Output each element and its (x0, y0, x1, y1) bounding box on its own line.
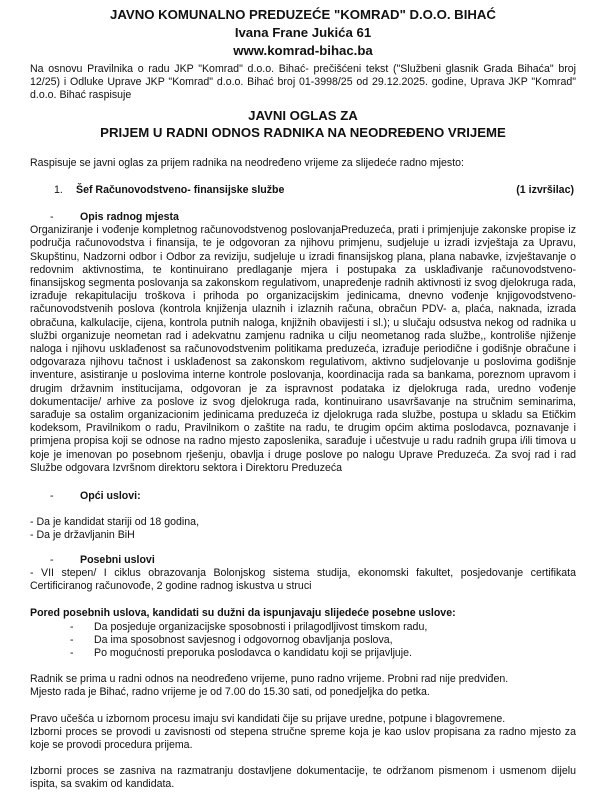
item-dash: - (70, 633, 74, 646)
general-conditions-list (30, 516, 576, 542)
employment-line-2: Mjesto rada je Bihać, radno vrijeme je od 7.00 do 15.30 sati, od ponedjeljka do petka. (30, 686, 430, 699)
list-item: - Da je kandidat stariji od 18 godina, (30, 516, 200, 529)
additional-conditions-heading: Pored posebnih uslova, kandidati su dužni da ispunjavaju slijedeće posebne uslove: (30, 607, 456, 620)
item-dash: - (70, 620, 74, 633)
item-dash: - (70, 646, 74, 659)
list-item: - Da je državljanin BiH (30, 529, 135, 542)
general-conditions-heading (30, 490, 576, 503)
position-name: Šef Računovodstveno- finansijske službe (76, 183, 285, 196)
special-conditions-heading (30, 554, 576, 567)
position-count: (1 izvršilac) (516, 183, 574, 196)
document-title (30, 107, 576, 141)
participation-line-1: Pravo učešća u izbornom procesu imaju svi kandidati čije su prijave uredne, potpune i blagovremene. (30, 712, 506, 725)
list-item (30, 634, 576, 647)
item-text: Da posjeduje organizacijske sposobnosti i prilagodljivost timskom radu, (94, 620, 428, 633)
employment-terms (30, 673, 576, 699)
special-conditions-text: - VII stepen/ I ciklus obrazovanja Bolonjskog sistema studija, ekonomski fakultet, posjedovanje certifikata Certificiranog računovođe, 2 godine radnog iskustva u struci (30, 566, 576, 593)
section-heading: Opći uslovi: (80, 490, 141, 503)
list-item (30, 647, 576, 660)
job-description-text: Organiziranje i vođenje kompletnog računovodstvenog poslovanjaPreduzeća, prati i primjenjuje zakonske propise iz područja računovodstva i finansija, te je odgovoran za njihovu primjenu, sudjeluje u izradi izvještaja za Upravu, Skupštinu, Nadzorni odbor i Odbor za reviziju, sudjeluje u izradi finansijskog plana, plana nabavke, izvještavanje o redovnim aktivnostima, te kontinuirano predlaganje mjera i postupaka za usklađivanje računovodstveno- finansijskog segmenta poslovanja sa zakonskom regulativom, unapređenje radnih aktivnosti iz svog djelokruga rada, izrađuje rekapitulaciju troškova i prihoda po organizacijskim jedinicama, dnevno vođenje knjigovodstveno- računovodstvenih poslova (kontrola knjiženja ulaznih i izlaznih računa, obračun PDV- a, plaća, naknada, izrada obračuna, kalkulacije, cijena, kontrola putnih naloga, knjižnih obavijesti i sl.); u slučaju odsustva nekog od radnika u službi organizuje neometan rad i adekvatnu zamjenu radnika u cilju neometanog rada službe,, kontroliše nјiženje naloga i njihovu usklađenost sa računovodstvenim politikama preduzeća, izrađuje periodične i godišnje obračune i odgovaraza njihovu tačnost i usklađenost sa zakonskom regulativom, aktivno sudjelovanje u poslovima godišnje inventure, asistiranje u poslovima interne kontrole poslovanja, koordinacija rada sa bankama, poreznom upravom i drugim državnim institucijama, odgovoran je za ispravnost podataka iz djelokruga rada, uredno vođenje dokumentacije/ arhive za poslove iz svog djelokruga rada, kontinuirano usavršavanje na stručnim seminarima, sarađuje sa ostalim organizacionim jedinicama preduzeća iz djelokruga rada službe, postupa u skladu sa Etičkim kodeksom, Pravilnikom o radu, Pravilnikom o zaštite na radu, te drugim općim aktima poslodavca, poznavanje i primjena propisa koji se odnose na radno mjesto zaposlenika, sarađuje i učestvuje u radu radnih grupa i/ili timova u koje je imenovan po posebnom rješenju, obavlja i druge poslove po nalogu Uprave Preduzeća. Za svoj rad i rad Službe odgovara Izvršnom direktoru sektora i Direktoru Preduzeća (30, 224, 576, 474)
heading-dash: - (50, 490, 54, 503)
employment-line-1: Radnik se prima u radni odnos na neodređeno vrijeme, puno radno vrijeme. Probni rad nije predviđen. (30, 673, 509, 686)
position-number: 1. (54, 183, 63, 196)
additional-conditions-list (30, 621, 576, 661)
company-address: Ivana Frane Jukića 61 (234, 25, 372, 40)
letterhead (30, 6, 576, 60)
item-text: Po mogućnosti preporuka poslodavca o kandidatu koji se prijavljuje. (94, 646, 412, 659)
participation-line-2: Izborni proces se provodi u zavisnosti od stepena stručne spreme koja je kao uslov propisana za radno mjesto za koje se provodi procedura prijema. (30, 725, 576, 751)
list-item (30, 621, 576, 634)
item-text: Da ima sposobnost savjesnog i odgovornog obavljanja poslova, (94, 633, 393, 646)
heading-dash: - (50, 211, 54, 224)
document-page (30, 6, 576, 792)
heading-dash: - (50, 553, 54, 566)
section-heading: Opis radnog mjesta (80, 211, 179, 224)
job-description-heading (30, 211, 576, 224)
section-heading: Posebni uslovi (80, 553, 155, 566)
intro-text: Raspisuje se javni oglas za prijem radnika na neodređeno vrijeme za slijedeće radno mjesto: (30, 156, 464, 169)
selection-process: Izborni proces se zasniva na razmatranju dostavljene dokumentacije, te održanom pismenom i usmenom dijelu ispita, sa svakim od kandidata. (30, 765, 576, 791)
participation-terms (30, 713, 576, 753)
legal-basis: Na osnovu Pravilnika o radu JKP "Komrad" d.o.o. Bihać- prečišćeni tekst ("Službeni glasnik Grada Bihaća" broj 12/25) i Odluke Uprave JKP "Komrad" d.o.o. Bihać broj 01-3998/25 od 29.12.2025. godine, Uprava JKP "Komrad" d.o.o. Bihać raspisuje (30, 63, 576, 102)
position-line (30, 184, 576, 197)
title-line-1: JAVNI OGLAS ZA (248, 107, 358, 123)
company-website: www.komrad-bihac.ba (233, 43, 373, 58)
title-line-2: PRIJEM U RADNI ODNOS RADNIKA NA NEODREĐENO VRIJEME (100, 124, 506, 140)
company-name: JAVNO KOMUNALNO PREDUZEĆE "KOMRAD" D.O.O. BIHAĆ (110, 7, 496, 22)
